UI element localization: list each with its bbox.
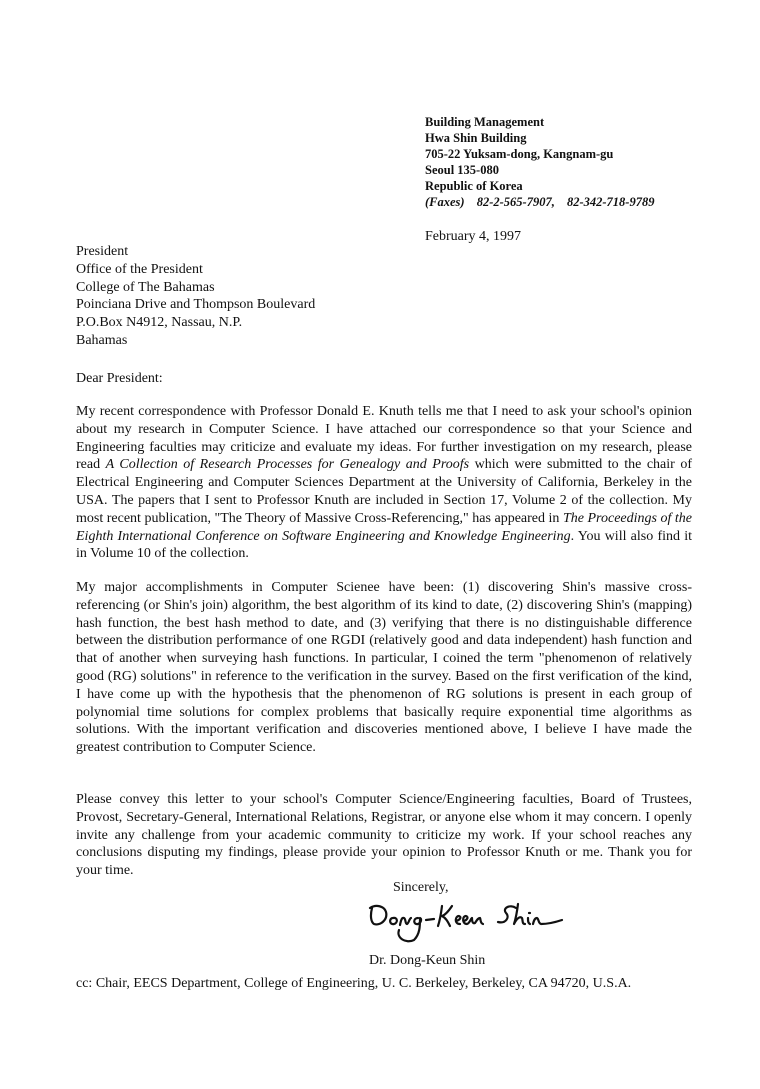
fax-label: (Faxes) [425,195,465,209]
paragraph-text: My recent correspondence with Professor Donald E. Knuth tells me that I need to ask your school's opinion about my research in Computer Science. I have attached our correspondence so that your Science and Engineering faculties may criticize and evaluate my ideas. For further investigation on my research, please read [76,404,692,473]
closing: Sincerely, [393,880,449,895]
recipient-line: Office of the President [76,261,203,277]
cc-line: cc: Chair, EECS Department, College of Engineering, U. C. Berkeley, Berkeley, CA 94720, U.S.A. [76,976,632,991]
recipient-line: Bahamas [76,332,128,348]
recipient-line: P.O.Box N4912, Nassau, N.P. [76,315,243,331]
fax-number: 82-2-565-7907, [476,195,555,209]
sender-line: Hwa Shin Building [425,131,527,145]
fax-number: 82-342-718-9789 [566,195,655,209]
sender-address [425,114,654,210]
signer-name: Dr. Dong-Keun Shin [369,953,486,968]
paragraph-text: which were submitted to the chair of Electrical Engineering and Computer Sciences Department at the University of California, Berkeley in the USA. The papers that I sent to Professor Knuth are included in Section 17, Volume 2 of the collection. My most recent publication, "The Theory of Massive Cross-Referencing," has appeared in [76,457,692,526]
recipient-line: College of The Bahamas [76,279,215,295]
body-paragraph-1 [76,403,692,563]
paragraph-text: . You will also find it in Volume 10 of the collection. [76,528,692,562]
publication-title: A Collection of Research Processes for Genealogy and Proofs [105,457,470,473]
recipient-line: President [76,244,129,259]
sender-line: 705-22 Yuksam-dong, Kangnam-gu [425,147,614,161]
letter-date: February 4, 1997 [425,229,522,244]
body-paragraph-3: Please convey this letter to your school's Computer Science/Engineering faculties, Board of Trustees, Provost, Secretary-General, International Relations, Registrar, or anyone else whom it may concern. I openly invite any challenge from your academic community to criticize my work. If your school reaches any conclusions disputing my findings, please provide your opinion to Professor Knuth or me. Thank you for your time. [76,792,692,879]
sender-line: Republic of Korea [425,179,523,193]
recipient-address [76,243,315,350]
salutation: Dear President: [76,371,163,386]
signature-lettering: Dong-Keun Shin [366,898,373,899]
sender-fax-line [425,194,654,210]
publication-title: The Proceedings of the Eighth International Conference on Software Engineering and Knowledge Engineering [76,510,693,544]
sender-line: Building Management [425,115,545,129]
body-paragraph-2: My major accomplishments in Computer Scienee have been: (1) discovering Shin's massive cross-referencing (or Shin's join) algorithm, the best algorithm of its kind to date, (2) discovering Shin's (mapping) hash function, the best hash method to date, and (3) verifying that there is no distinguishable difference between the distribution performance of one RGDI (relatively good and data independent) hash function and that of another when surveying hash functions. In particular, I coined the term "phenomenon of relatively good (RG) solutions" in reference to the verification in the survey. Based on the first verification of the kind, I have come up with the hypothesis that the phenomenon of RG solutions is present in each group of polynomial time solutions for complex problems that basically require exponential time algorithms as solutions. With the important verification and discoveries mentioned above, I believe I have made the greatest contribution to Computer Science. [76,580,692,756]
sender-line: Seoul 135-080 [425,163,499,177]
handwritten-signature [366,898,566,944]
recipient-line: Poinciana Drive and Thompson Boulevard [76,297,316,313]
